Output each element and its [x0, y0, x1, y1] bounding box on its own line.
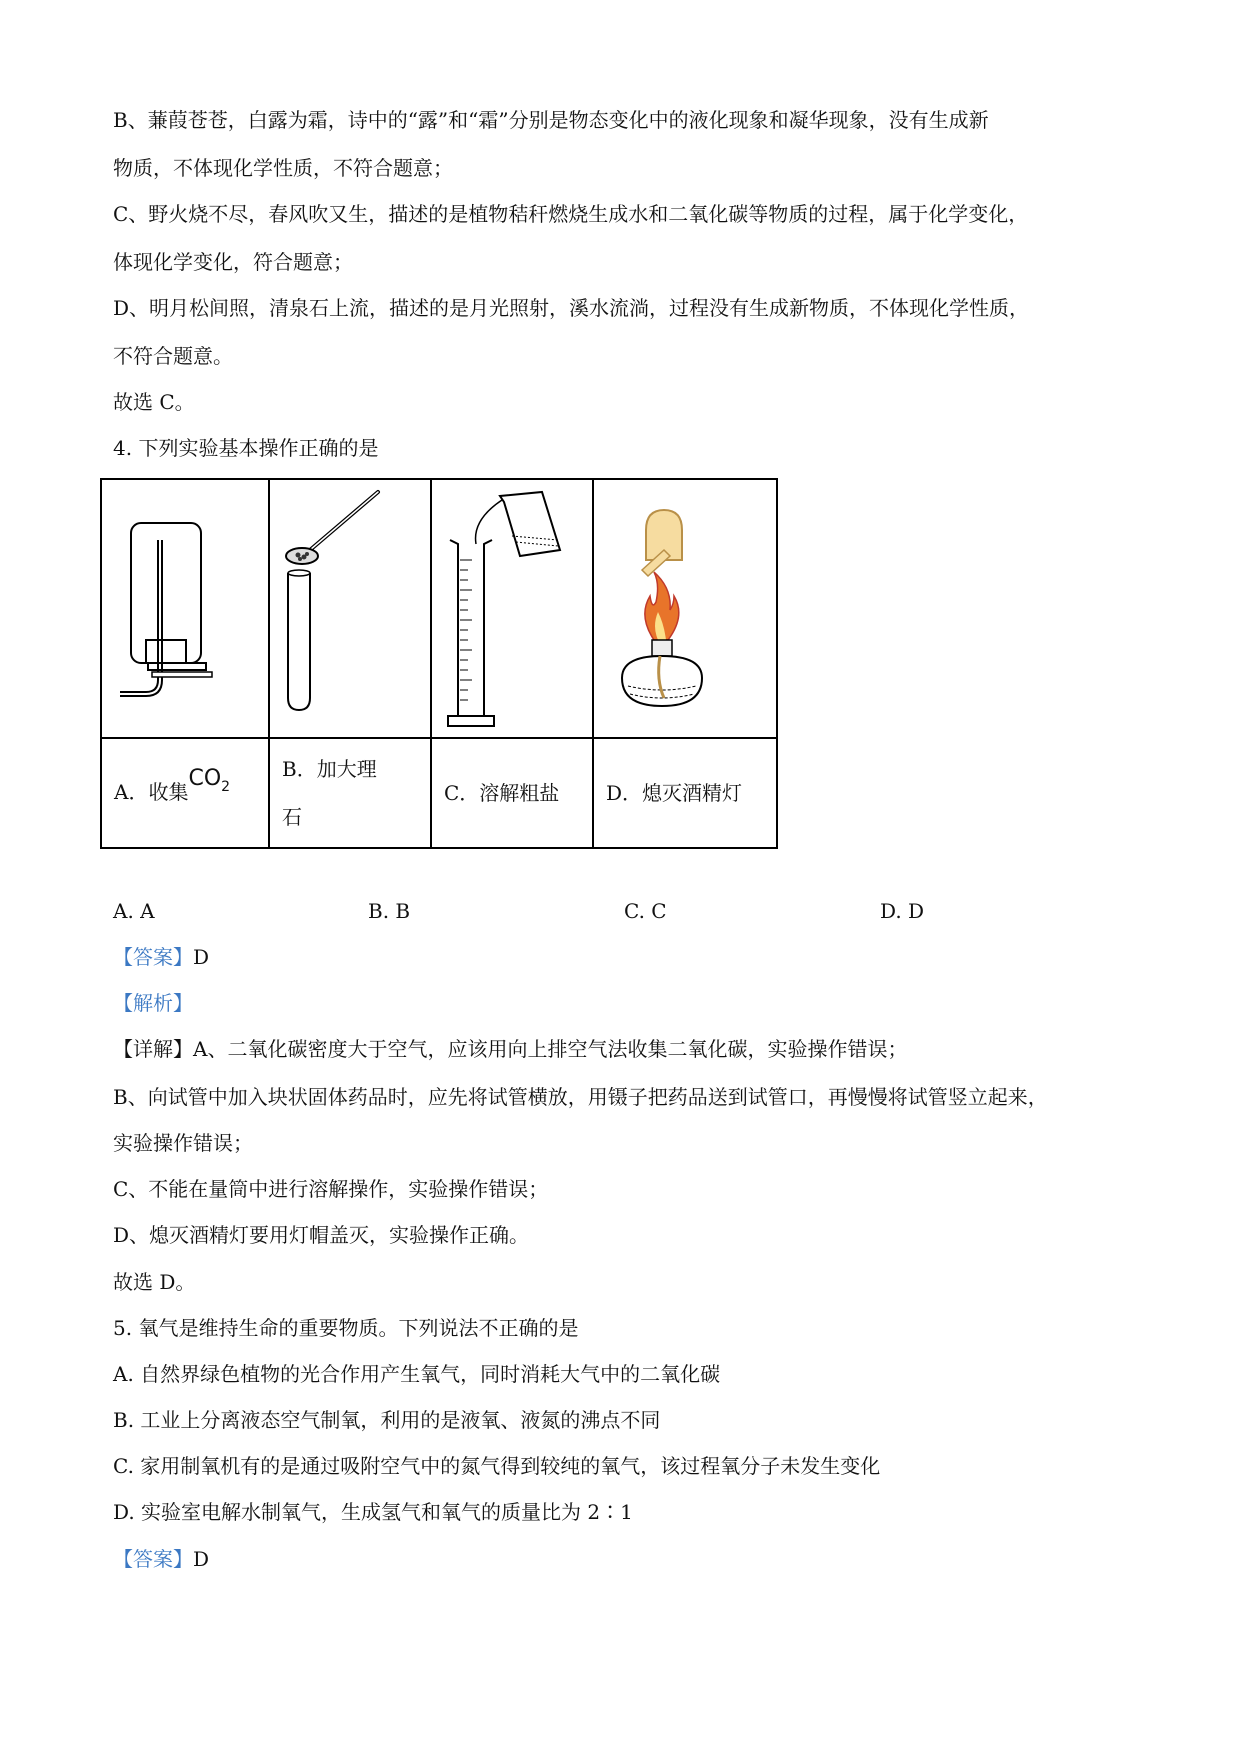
q4-answer — [113, 945, 209, 969]
q5-option-b: B. 工业上分离液态空气制氧，利用的是液氧、液氮的沸点不同 — [113, 1408, 661, 1432]
q4-detail-a — [113, 1037, 907, 1061]
q4-figure-table — [100, 478, 778, 849]
caption-c: C．溶解粗盐 — [431, 738, 593, 848]
q5-option-d: D. 实验室电解水制氧气，生成氢气和氧气的质量比为 2∶1 — [113, 1500, 633, 1524]
q3-conclusion: 故选 C。 — [113, 390, 195, 414]
q3-analysis-b-line2: 物质，不体现化学性质，不符合题意； — [113, 156, 453, 180]
q3-analysis-c-line1: C、野火烧不尽，春风吹又生，描述的是植物秸秆燃烧生成水和二氧化碳等物质的过程，属于化学变化， — [113, 202, 1029, 226]
q3-analysis-c-line2: 体现化学变化，符合题意； — [113, 250, 353, 274]
q4-detail-c: C、不能在量筒中进行溶解操作，实验操作错误； — [113, 1177, 549, 1201]
q3-analysis-d-line1: D、明月松间照，清泉石上流，描述的是月光照射，溪水流淌，过程没有生成新物质，不体现化学性质， — [113, 296, 1030, 320]
figure-c-cell — [431, 479, 593, 738]
q3-analysis-b-line1: B、蒹葭苍苍，白露为霜，诗中的“露”和“霜”分别是物态变化中的液化现象和凝华现象，没有生成新 — [113, 108, 989, 132]
answer-tag: 【答案】 — [113, 945, 193, 969]
q4-stem: 4. 下列实验基本操作正确的是 — [113, 436, 379, 460]
co2-subscript: 2 — [221, 778, 231, 795]
gas-bottle-tube-icon — [102, 480, 256, 737]
q4-option-d: D. D — [880, 899, 925, 923]
q4-detail-d: D、熄灭酒精灯要用灯帽盖灭，实验操作正确。 — [113, 1223, 530, 1247]
q3-analysis-d-line2: 不符合题意。 — [113, 344, 233, 368]
caption-b-line2: 石 — [282, 805, 302, 829]
figure-a-cell — [101, 479, 269, 738]
caption-d: D．熄灭酒精灯 — [593, 738, 777, 848]
spoon-test-tube-icon — [270, 480, 418, 737]
q4-analysis-tag: 【解析】 — [113, 991, 193, 1015]
figure-d-cell — [593, 479, 777, 738]
q5-stem: 5. 氧气是维持生命的重要物质。下列说法不正确的是 — [113, 1316, 579, 1340]
answer-value: D — [193, 1547, 210, 1571]
caption-a-prefix: A．收集 — [114, 779, 189, 804]
answer-tag: 【答案】 — [113, 1547, 193, 1571]
q5-option-a: A. 自然界绿色植物的光合作用产生氧气，同时消耗大气中的二氧化碳 — [113, 1362, 721, 1386]
q4-detail-b-line2: 实验操作错误； — [113, 1131, 253, 1155]
answer-value: D — [193, 945, 210, 969]
caption-b — [269, 738, 431, 848]
alcohol-lamp-icon — [594, 480, 764, 737]
q4-detail-b-line1: B、向试管中加入块状固体药品时，应先将试管横放，用镊子把药品送到试管口，再慢慢将试管竖立起来， — [113, 1085, 1048, 1109]
q4-conclusion: 故选 D。 — [113, 1270, 196, 1294]
q4-option-a: A. A — [113, 899, 155, 923]
q5-option-c: C. 家用制氧机有的是通过吸附空气中的氮气得到较纯的氧气，该过程氧分子未发生变化 — [113, 1454, 881, 1478]
figure-b-cell — [269, 479, 431, 738]
caption-a — [101, 738, 269, 848]
cylinder-beaker-icon — [432, 480, 580, 737]
q4-option-c: C. C — [624, 899, 667, 923]
caption-b-line1: B．加大理 — [282, 757, 377, 781]
co2-formula: CO — [188, 765, 222, 791]
q5-answer — [113, 1547, 209, 1571]
detail-tag: 【详解】 — [113, 1037, 193, 1061]
detail-a-text: A、二氧化碳密度大于空气，应该用向上排空气法收集二氧化碳，实验操作错误； — [193, 1037, 908, 1061]
caption-a-formula — [188, 765, 231, 795]
q4-option-b: B. B — [368, 899, 411, 923]
